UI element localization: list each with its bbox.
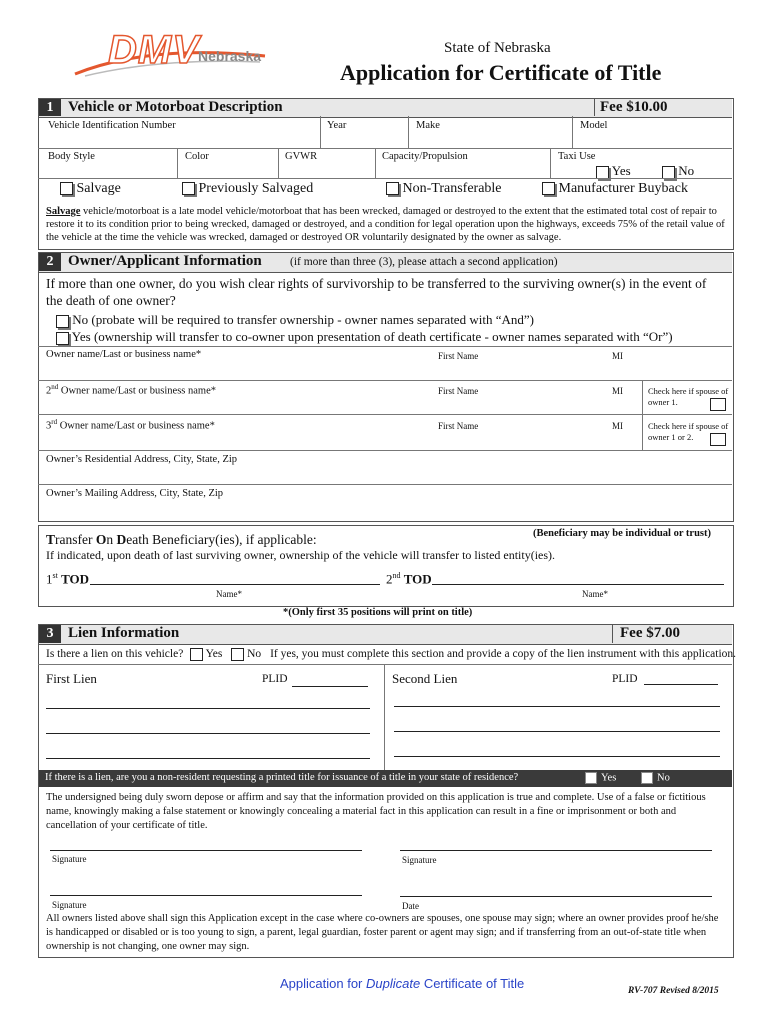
lien-yes-label: Yes bbox=[205, 648, 223, 661]
non-transferable-label: Non-Transferable bbox=[402, 181, 502, 196]
section1-title: Vehicle or Motorboat Description bbox=[68, 99, 283, 115]
tod-text: If indicated, upon death of last surviving owner, ownership of the vehicle will transfer to listed entity(ies). bbox=[46, 548, 556, 562]
taxi-no-checkbox[interactable] bbox=[662, 166, 675, 179]
model-label: Model bbox=[580, 120, 608, 131]
section3-number: 3 bbox=[39, 625, 61, 643]
salvage-option-label: Salvage bbox=[76, 181, 121, 196]
survivorship-no-label: No (probate will be required to transfer ownership - owner names separated with “And”) bbox=[72, 312, 534, 327]
owner3-mi-label: MI bbox=[612, 421, 623, 431]
first-lien-line3[interactable] bbox=[46, 758, 370, 759]
salvage-checkbox[interactable] bbox=[60, 182, 73, 195]
capacity-label: Capacity/Propulsion bbox=[382, 151, 468, 162]
body-style-label: Body Style bbox=[48, 151, 95, 162]
owners-note: All owners listed above shall sign this Application except in the case where co-owners are spouses, one spouse may sign; where an owner provides proof he/she is handicapped or disabled or is too young to sign, a parent, legal guardian, foster parent or agent may sign; and if transferring from an out-of-state title when ownership is not changing, one owner may sign. bbox=[46, 913, 719, 952]
salvage-option[interactable] bbox=[60, 181, 121, 197]
gvwr-label: GVWR bbox=[285, 151, 318, 162]
first-lien-label: First Lien bbox=[46, 671, 97, 686]
manufacturer-buyback-option[interactable] bbox=[542, 181, 688, 197]
lien-no-checkbox[interactable] bbox=[231, 648, 244, 661]
tod2-line[interactable] bbox=[432, 584, 724, 585]
tod1-label: 1st TOD bbox=[46, 571, 90, 587]
section3-fee: Fee $7.00 bbox=[620, 625, 680, 641]
nonresident-no-label: No bbox=[657, 772, 670, 784]
signature3-line[interactable] bbox=[50, 895, 362, 896]
nonresident-yes-checkbox[interactable] bbox=[585, 772, 597, 784]
survivorship-no-option[interactable] bbox=[56, 312, 534, 328]
tod-heading: Transfer On Death Beneficiary(ies), if applicable: bbox=[46, 532, 317, 547]
logo-dmv-text: DMV bbox=[108, 28, 200, 72]
owner3-name-label: 3rd Owner name/Last or business name* bbox=[46, 418, 215, 432]
owner3-first-name-label: First Name bbox=[438, 421, 479, 431]
taxi-no-option[interactable] bbox=[662, 163, 694, 179]
spouse-owner1-label: Check here if spouse of owner 1. bbox=[648, 386, 729, 407]
first-lien-line1[interactable] bbox=[46, 708, 370, 709]
taxi-yes-option[interactable] bbox=[596, 163, 631, 179]
section1-number: 1 bbox=[39, 99, 61, 116]
date-label: Date bbox=[402, 901, 419, 911]
state-label: State of Nebraska bbox=[444, 40, 551, 56]
section3-title: Lien Information bbox=[68, 625, 180, 641]
owner2-first-name-label: First Name bbox=[438, 386, 479, 396]
owner1-mi-label: MI bbox=[612, 351, 623, 361]
survivorship-question: If more than one owner, do you wish clear rights of survivorship to be transferred to the surviving owner(s) in the event of the death of one owner? bbox=[46, 276, 707, 308]
second-lien-plid-label: PLID bbox=[612, 673, 638, 685]
taxi-yes-label: Yes bbox=[611, 163, 631, 178]
survivorship-no-checkbox[interactable] bbox=[56, 315, 69, 328]
lien-instruction: If yes, you must complete this section and provide a copy of the lien instrument with this application. bbox=[270, 648, 737, 661]
lien-question: Is there a lien on this vehicle? bbox=[46, 648, 184, 661]
survivorship-yes-checkbox[interactable] bbox=[56, 332, 69, 345]
non-transferable-option[interactable] bbox=[386, 181, 502, 197]
owner2-name-label: 2nd Owner name/Last or business name* bbox=[46, 383, 217, 397]
salvage-text: vehicle/motorboat is a late model vehicle/motorboat that has been wrecked, damaged or destroyed to the extent that the estimated total cost of repair to restore it to its condition prior to being wrecked, damaged or destroyed, and a condition for legal operation upon the highways, exceeds 75% of the retail value of the vehicle at the time the vehicle was wrecked, damaged or destroyed OR voluntarily designated by the owner as salvage. bbox=[46, 206, 725, 243]
vin-label: Vehicle Identification Number bbox=[48, 120, 176, 131]
spouse-owner12-label: Check here if spouse of owner 1 or 2. bbox=[648, 421, 729, 442]
owner1-name-label: Owner name/Last or business name* bbox=[46, 349, 202, 360]
salvage-term: Salvage bbox=[46, 206, 81, 217]
signature1-line[interactable] bbox=[50, 850, 362, 851]
nonresident-yes-option[interactable] bbox=[585, 772, 616, 784]
tod-note: (Beneficiary may be individual or trust) bbox=[533, 528, 712, 539]
form-id: RV-707 Revised 8/2015 bbox=[628, 986, 719, 996]
second-lien-line1[interactable] bbox=[394, 706, 720, 707]
manufacturer-buyback-label: Manufacturer Buyback bbox=[558, 181, 688, 196]
survivorship-yes-label: Yes (ownership will transfer to co-owner upon presentation of death certificate - owner names separated with “Or”) bbox=[71, 329, 673, 344]
spouse-owner12-box[interactable] bbox=[710, 433, 726, 446]
section2-title: Owner/Applicant Information bbox=[68, 253, 262, 269]
first-lien-line2[interactable] bbox=[46, 733, 370, 734]
previously-salvaged-label: Previously Salvaged bbox=[198, 181, 314, 196]
owner2-mi-label: MI bbox=[612, 386, 623, 396]
salvage-definition bbox=[46, 205, 726, 244]
previously-salvaged-checkbox[interactable] bbox=[182, 182, 195, 195]
residential-address-label: Owner’s Residential Address, City, State, Zip bbox=[46, 454, 238, 465]
first-lien-plid-label: PLID bbox=[262, 673, 288, 685]
non-transferable-checkbox[interactable] bbox=[386, 182, 399, 195]
nonresident-bar bbox=[39, 770, 732, 787]
tod1-line[interactable] bbox=[90, 584, 380, 585]
first-lien-plid-line[interactable] bbox=[292, 686, 368, 687]
manufacturer-buyback-checkbox[interactable] bbox=[542, 182, 555, 195]
tod2-label: 2nd TOD bbox=[386, 571, 432, 587]
date-line[interactable] bbox=[400, 896, 712, 897]
dmv-logo bbox=[70, 26, 270, 86]
section1-fee: Fee $10.00 bbox=[600, 99, 668, 115]
second-lien-plid-line[interactable] bbox=[644, 684, 718, 685]
nonresident-question: If there is a lien, are you a non-resident requesting a printed title for issuance of a title in your state of residence? bbox=[45, 772, 519, 783]
second-lien-line2[interactable] bbox=[394, 731, 720, 732]
taxi-use-label: Taxi Use bbox=[558, 151, 596, 162]
logo-state-text: Nebraska bbox=[198, 48, 262, 64]
section2-number: 2 bbox=[39, 253, 61, 271]
color-label: Color bbox=[185, 151, 209, 162]
tod-footnote: *(Only first 35 positions will print on title) bbox=[283, 607, 473, 618]
signature2-label: Signature bbox=[402, 855, 437, 865]
mailing-address-label: Owner’s Mailing Address, City, State, Zip bbox=[46, 488, 224, 499]
signature2-line[interactable] bbox=[400, 850, 712, 851]
section2-subtitle: (if more than three (3), please attach a second application) bbox=[290, 256, 558, 268]
second-lien-label: Second Lien bbox=[392, 671, 458, 686]
previously-salvaged-option[interactable] bbox=[182, 181, 313, 197]
lien-question-row bbox=[46, 648, 736, 661]
lien-no-label: No bbox=[247, 648, 262, 661]
nonresident-no-option[interactable] bbox=[641, 772, 670, 784]
survivorship-yes-option[interactable] bbox=[56, 329, 673, 345]
taxi-no-label: No bbox=[678, 163, 695, 178]
duplicate-title-link[interactable]: Application for Duplicate Certificate of Title bbox=[280, 976, 525, 991]
year-label: Year bbox=[327, 120, 347, 131]
nonresident-yes-label: Yes bbox=[601, 772, 617, 784]
signature1-label: Signature bbox=[52, 854, 87, 864]
nonresident-no-checkbox[interactable] bbox=[641, 772, 653, 784]
make-label: Make bbox=[416, 120, 440, 131]
spouse-owner1-box[interactable] bbox=[710, 398, 726, 411]
page-title: Application for Certificate of Title bbox=[340, 60, 662, 85]
second-lien-line3[interactable] bbox=[394, 756, 720, 757]
owner1-first-name-label: First Name bbox=[438, 351, 479, 361]
taxi-yes-checkbox[interactable] bbox=[596, 166, 609, 179]
signature3-label: Signature bbox=[52, 900, 87, 910]
lien-yes-checkbox[interactable] bbox=[190, 648, 203, 661]
tod1-name-label: Name* bbox=[216, 589, 242, 599]
oath-text: The undersigned being duly sworn depose or affirm and say that the information provided on this application is true and complete. Use of a false or fictitious name, knowingly making a false statement or knowingly concealing a material fact in this application can result in a fine or imprisonment or both and cancellation of your certificate of title. bbox=[46, 792, 706, 831]
tod2-name-label: Name* bbox=[582, 589, 608, 599]
